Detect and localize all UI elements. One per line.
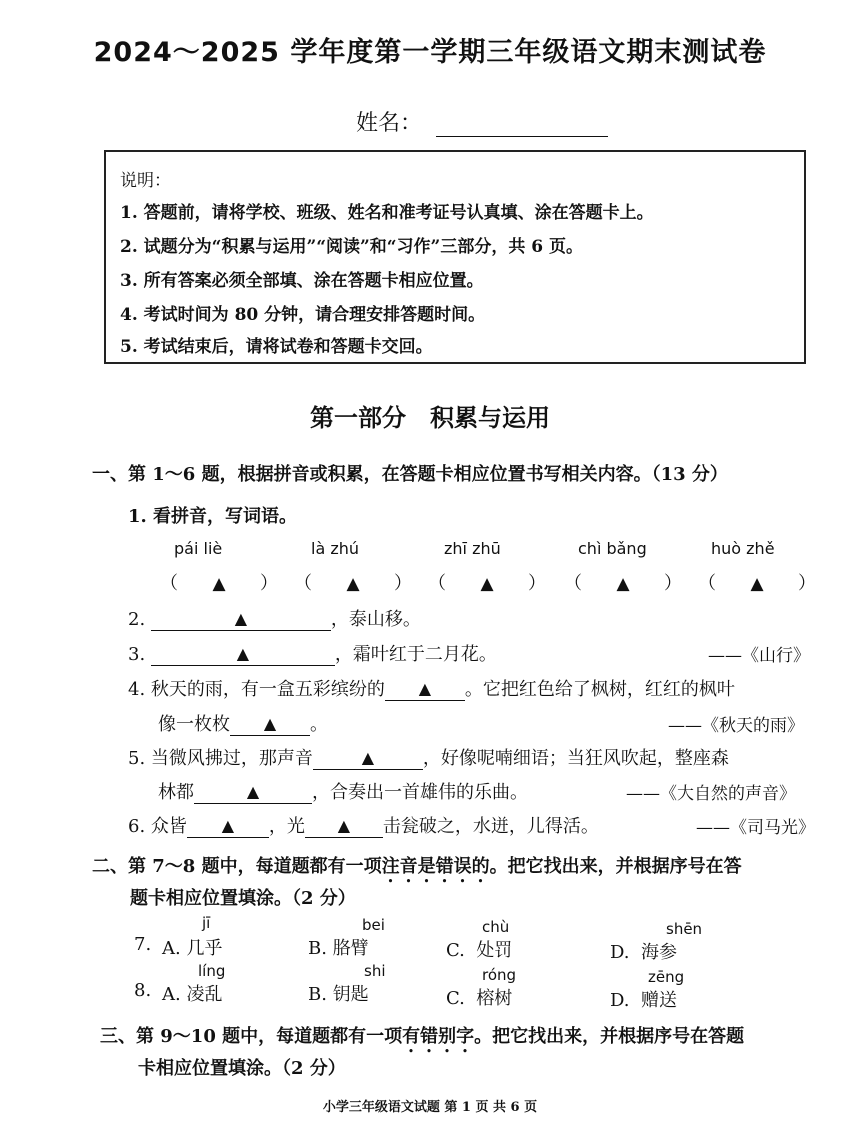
answer-blank (151, 643, 335, 666)
section2-heading: 二、第 7～8 题中，每道题都有一项注音是错误的。把它找出来，并根据序号在答 (92, 856, 742, 877)
q7-option-a: A. 几乎 (162, 938, 223, 959)
name-field (356, 106, 608, 137)
answer-blank (194, 781, 312, 804)
name-blank-line (436, 116, 608, 137)
q8-number: 8. (134, 980, 152, 1001)
pinyin-1: pái liè (174, 539, 223, 558)
answer-paren-4: （ ▲ ） (564, 573, 682, 594)
q7-b-pinyin: bei (362, 916, 385, 934)
q5-line1: 5. 当微风拂过，那声音 ▲ ，好像呢喃细语；当狂风吹起，整座森 (128, 748, 729, 769)
instructions-heading: 说明： (120, 171, 171, 191)
q8-c-pinyin: róng (482, 966, 517, 984)
part-title: 第一部分 积累与运用 (310, 404, 550, 432)
q8-b-pinyin: shi (364, 962, 386, 980)
q7-d-pinyin: shēn (666, 920, 703, 938)
q7-c-pinyin: chù (482, 918, 510, 936)
q8-d-pinyin: zēng (648, 968, 685, 986)
q3: 3. ▲ ，霜叶红于二月花。 (128, 644, 497, 665)
marker-triangle-icon: ▲ (263, 714, 277, 733)
q4-line1: 4. 秋天的雨，有一盒五彩缤纷的 ▲ 。它把红色给了枫树，红红的枫叶 (128, 679, 735, 700)
marker-triangle-icon: ▲ (236, 644, 250, 663)
answer-blank (385, 678, 465, 701)
section3-heading-line2: 卡相应位置填涂。（2 分） (138, 1058, 346, 1079)
answer-paren-2: （ ▲ ） (294, 573, 412, 594)
q8-option-a: A. 凌乱 (162, 984, 223, 1005)
instructions-box (104, 150, 806, 364)
q4-source: ——《秋天的雨》 (668, 716, 804, 736)
q7-option-c: C. 处罚 (446, 940, 513, 961)
marker-triangle-icon: ▲ (234, 609, 248, 628)
q8-option-b: B. 钥匙 (308, 984, 369, 1005)
q3-source: ——《山行》 (708, 646, 810, 666)
q4-line2: 像一枚枚 ▲ 。 (158, 714, 328, 735)
q8-option-c: C. 榕树 (446, 988, 513, 1009)
q5-line2: 林都 ▲ ，合奏出一首雄伟的乐曲。 (158, 782, 528, 803)
marker-triangle-icon: ▲ (361, 748, 375, 767)
q7-a-pinyin: jī (202, 914, 211, 932)
instruction-item: 4. 考试时间为 80 分钟，请合理安排答题时间。 (120, 305, 486, 325)
pinyin-4: chì bǎng (578, 539, 647, 558)
q7-option-d: D. 海参 (610, 942, 677, 963)
marker-triangle-icon: ▲ (212, 574, 226, 594)
q5-source: ——《大自然的声音》 (626, 784, 796, 804)
q2: 2. ▲ ，泰山移。 (128, 609, 421, 630)
q8-a-pinyin: líng (198, 962, 226, 980)
q6: 6. 众皆 ▲ ，光 ▲ 击瓮破之，水迸，儿得活。 (128, 816, 599, 837)
instruction-item: 1. 答题前，请将学校、班级、姓名和准考证号认真填、涂在答题卡上。 (120, 203, 654, 223)
name-label: 姓名： (356, 111, 423, 136)
page-footer: 小学三年级语文试题 第 1 页 共 6 页 (322, 1100, 538, 1115)
pinyin-2: là zhú (311, 539, 360, 558)
instruction-item: 2. 试题分为“积累与运用”“阅读”和“习作”三部分，共 6 页。 (120, 237, 584, 257)
exam-title: 2024～2025 学年度第一学期三年级语文期末测试卷 (93, 37, 767, 68)
marker-triangle-icon: ▲ (480, 574, 494, 594)
pinyin-5: huò zhě (711, 539, 775, 558)
answer-paren-3: （ ▲ ） (428, 573, 546, 594)
q7-number: 7. (134, 934, 152, 955)
answer-paren-5: （ ▲ ） (698, 573, 816, 594)
marker-triangle-icon: ▲ (750, 574, 764, 594)
answer-blank (313, 747, 423, 770)
section1-heading: 一、第 1～6 题，根据拼音或积累，在答题卡相应位置书写相关内容。（13 分） (92, 464, 728, 485)
q1-label: 1. 看拼音，写词语。 (128, 506, 298, 527)
answer-blank (305, 815, 383, 838)
marker-triangle-icon: ▲ (346, 574, 360, 594)
q6-source: ——《司马光》 (696, 818, 815, 838)
marker-triangle-icon: ▲ (418, 679, 432, 698)
answer-blank (187, 815, 269, 838)
marker-triangle-icon: ▲ (246, 782, 260, 801)
marker-triangle-icon: ▲ (337, 816, 351, 835)
answer-blank (230, 713, 310, 736)
section3-heading: 三、第 9～10 题中，每道题都有一项有错别字。把它找出来，并根据序号在答题 (100, 1026, 745, 1047)
instruction-item: 3. 所有答案必须全部填、涂在答题卡相应位置。 (120, 271, 484, 291)
answer-blank (151, 608, 331, 631)
q8-option-d: D. 赠送 (610, 990, 677, 1011)
answer-paren-1: （ ▲ ） (160, 573, 278, 594)
pinyin-3: zhī zhū (444, 539, 501, 558)
marker-triangle-icon: ▲ (616, 574, 630, 594)
section2-heading-line2: 题卡相应位置填涂。（2 分） (130, 888, 356, 909)
marker-triangle-icon: ▲ (221, 816, 235, 835)
instruction-item: 5. 考试结束后，请将试卷和答题卡交回。 (120, 337, 433, 357)
q7-option-b: B. 胳臂 (308, 938, 369, 959)
